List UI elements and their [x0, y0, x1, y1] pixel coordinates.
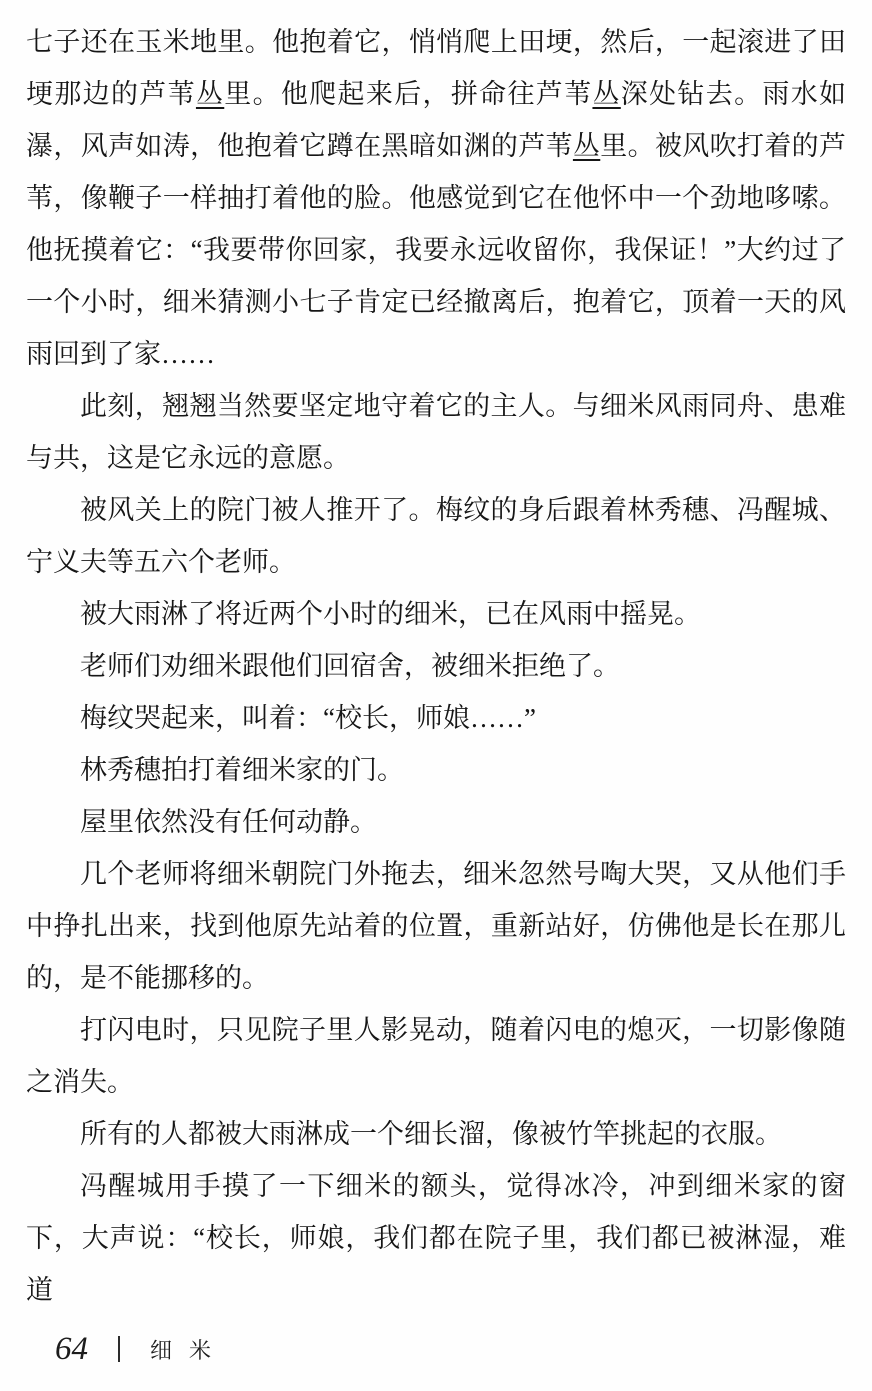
text-segment: 深处钻去。雨水如瀑，风声如涛，他抱着它蹲在黑暗如渊的芦苇 [26, 79, 847, 161]
paragraph [26, 588, 846, 640]
text-segment: 几个老师将细米朝院门外拖去，细米忽然号啕大哭，又从他们手中挣扎出来，找到他原先站着的位置，重新站好，仿佛他是长在那儿的，是不能挪移的。 [26, 859, 846, 993]
text-segment: 打闪电时，只见院子里人影晃动，随着闪电的熄灭，一切影像随之消失。 [26, 1015, 846, 1097]
text-segment: 所有的人都被大雨淋成一个细长溜，像被竹竿挑起的衣服。 [80, 1119, 782, 1149]
text-segment: 被风关上的院门被人推开了。梅纹的身后跟着林秀穗、冯醒城、宁义夫等五六个老师。 [26, 495, 846, 577]
paragraph [26, 1160, 846, 1316]
text-segment: 此刻，翘翘当然要坚定地守着它的主人。与细米风雨同舟、患难与共，这是它永远的意愿。 [26, 391, 846, 473]
paragraph [26, 796, 846, 848]
text-segment: 里。他爬起来后，拼命往芦苇 [224, 79, 593, 109]
paragraph [26, 640, 846, 692]
paragraph [26, 692, 846, 744]
text-segment: 屋里依然没有任何动静。 [80, 807, 377, 837]
page-footer [55, 1332, 228, 1366]
text-segment: 林秀穗拍打着细米家的门。 [80, 755, 404, 785]
paragraph [26, 484, 846, 588]
text-segment: 梅纹哭起来，叫着：“校长，师娘……” [80, 703, 536, 733]
book-title: 细米 [150, 1337, 229, 1363]
paragraph [26, 848, 846, 1004]
underlined-char: 丛 [572, 131, 601, 161]
paragraph [26, 744, 846, 796]
text-segment: 冯醒城用手摸了一下细米的额头，觉得冰冷，冲到细米家的窗下，大声说：“校长，师娘，我们都在院子里，我们都已被淋湿，难道 [26, 1171, 846, 1305]
paragraph [26, 380, 846, 484]
paragraph [26, 1108, 846, 1160]
page-number: 64 [55, 1331, 88, 1367]
paragraph [26, 16, 846, 380]
text-segment: 被大雨淋了将近两个小时的细米，已在风雨中摇晃。 [80, 599, 701, 629]
paragraph [26, 1004, 846, 1108]
text-segment: 七子还在玉米地里。他抱着它，悄悄爬上田埂，然后，一起滚进了田埂那边的芦苇 [26, 27, 846, 109]
underlined-char: 丛 [592, 79, 621, 109]
footer-separator [118, 1336, 120, 1362]
text-segment: 里。被风吹打着的芦苇，像鞭子一样抽打着他的脸。他感觉到它在他怀中一个劲地哆嗦。他抚摸着它：“我要带你回家，我要永远收留你，我保证！”大约过了一个小时，细米猜测小七子肯定已经撤离后，抱着它，顶着一天的风雨回到了家…… [26, 131, 847, 369]
page-text [26, 16, 846, 1316]
underlined-char: 丛 [195, 79, 225, 109]
text-segment: 老师们劝细米跟他们回宿舍，被细米拒绝了。 [80, 651, 620, 681]
